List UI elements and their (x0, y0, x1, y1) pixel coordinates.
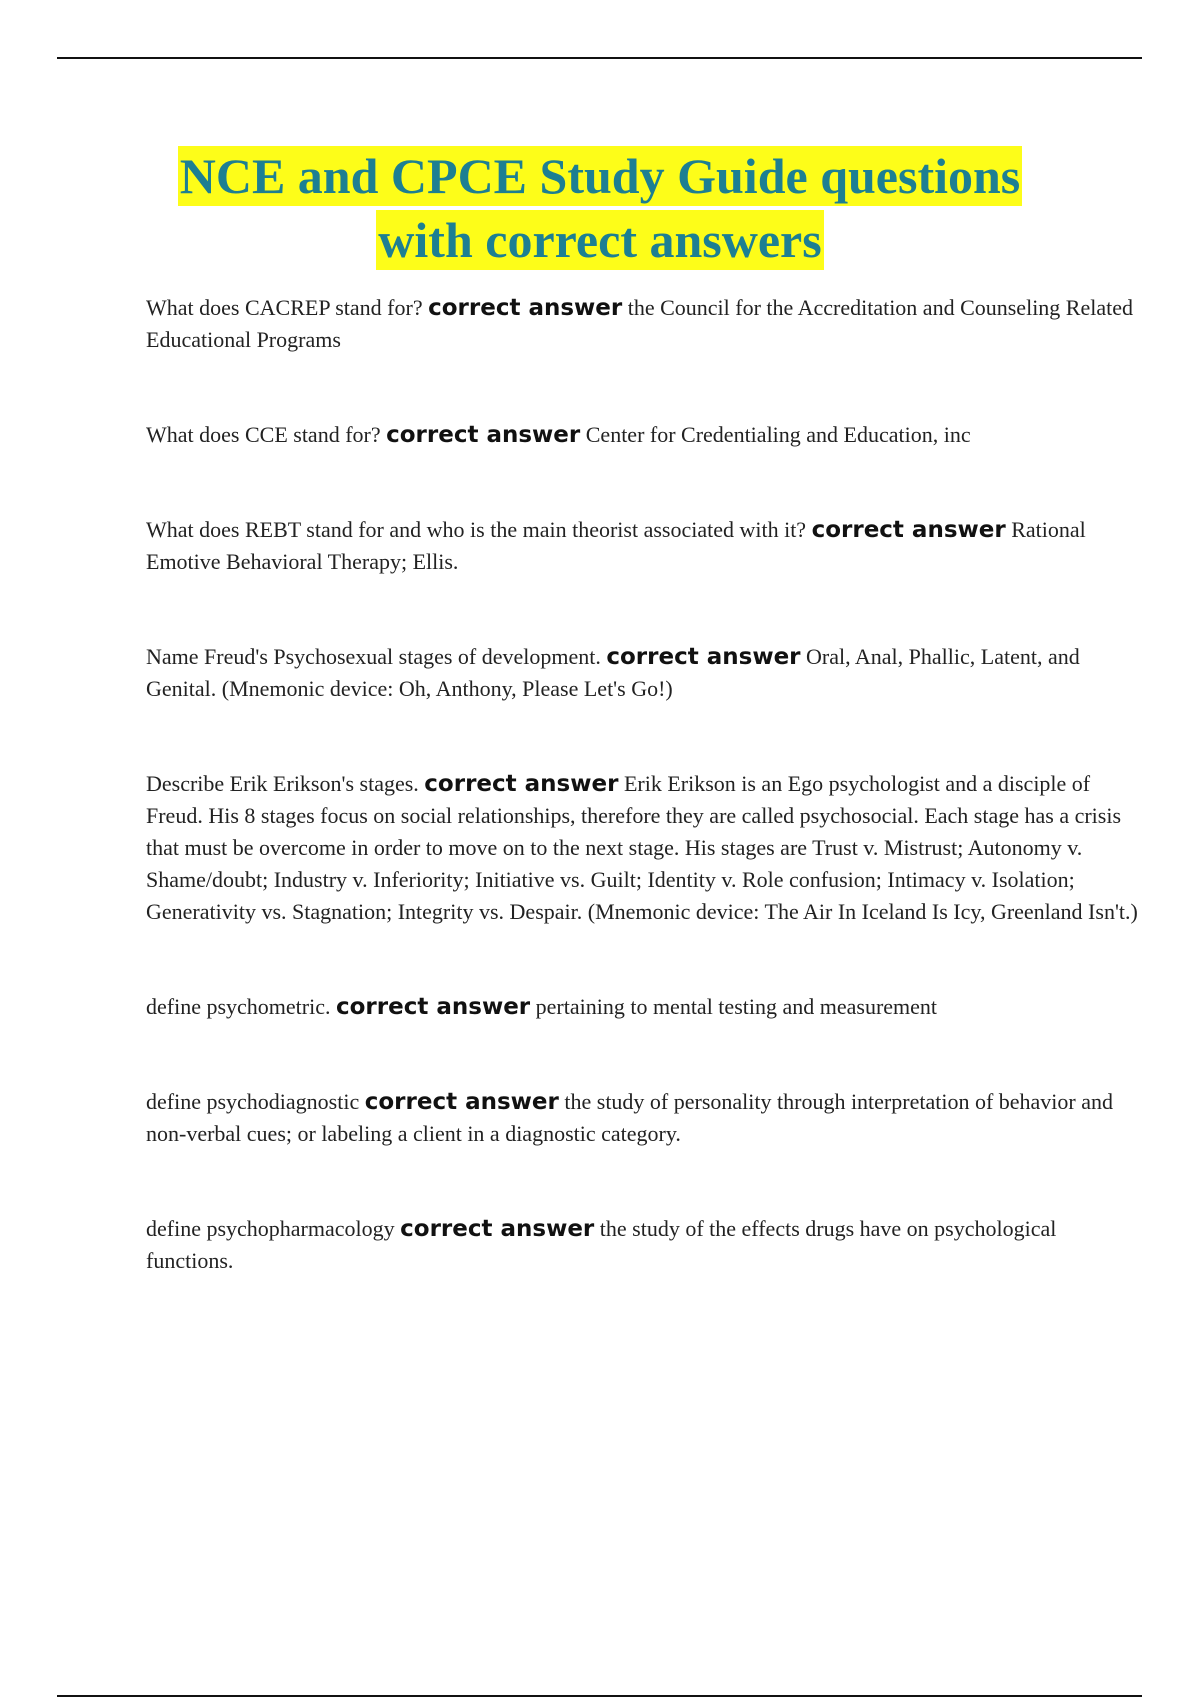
answer-text: the study of the effects drugs have on psychological functions. (146, 1216, 1057, 1273)
qa-item-psychopharmacology (146, 1213, 1146, 1277)
answer-marker: correct answer (364, 1089, 559, 1115)
answer-text: Rational Emotive Behavioral Therapy; Ellis. (146, 517, 1086, 574)
question-text: What does CACREP stand for? (146, 295, 423, 320)
answer-marker: correct answer (336, 994, 531, 1020)
question-text: What does CCE stand for? (146, 422, 381, 447)
qa-item-psychodiagnostic (146, 1086, 1146, 1150)
qa-item-rebt (146, 514, 1146, 578)
bottom-rule (57, 1695, 1142, 1697)
answer-marker: correct answer (811, 517, 1006, 543)
title-line-1: NCE and CPCE Study Guide questions (179, 148, 1021, 204)
question-text: define psychopharmacology (146, 1216, 395, 1241)
qa-item-erikson-stages (146, 768, 1146, 928)
qa-item-cce (146, 419, 1146, 451)
answer-text: the Council for the Accreditation and Counseling Related Educational Programs (146, 295, 1133, 352)
answer-marker: correct answer (606, 644, 801, 670)
question-text: What does REBT stand for and who is the main theorist associated with it? (146, 517, 807, 542)
answer-text: Erik Erikson is an Ego psychologist and a disciple of Freud. His 8 stages focus on social relationships, therefore they are called psychosocial. Each stage has a crisis that must be overcome in order to move on to the next stage. His stages are Trust v. Mistrust; Autonomy v. Shame/doubt; Industry v. Inferiority; Initiative vs. Guilt; Identity v. Role confusion; Intimacy v. Isolation; Generativity vs. Stagnation; Integrity vs. Despair. (Mnemonic device: The Air In Iceland Is Icy, Greenland Isn't.) (146, 771, 1138, 924)
answer-text: Oral, Anal, Phallic, Latent, and Genital. (Mnemonic device: Oh, Anthony, Please Let's Go!) (146, 644, 1080, 701)
top-rule (57, 57, 1142, 59)
answer-marker: correct answer (386, 422, 581, 448)
title-line-2: with correct answers (378, 212, 822, 268)
question-text: Describe Erik Erikson's stages. (146, 771, 419, 796)
question-text: define psychodiagnostic (146, 1089, 360, 1114)
answer-text: Center for Credentialing and Education, inc (585, 422, 971, 447)
answer-text: pertaining to mental testing and measurement (535, 994, 938, 1019)
answer-marker: correct answer (424, 771, 619, 797)
answer-marker: correct answer (400, 1216, 595, 1242)
question-text: Name Freud's Psychosexual stages of development. (146, 644, 601, 669)
question-text: define psychometric. (146, 994, 331, 1019)
qa-list (146, 292, 1146, 1340)
qa-item-cacrep (146, 292, 1146, 356)
document-title (0, 146, 1200, 274)
answer-marker: correct answer (428, 295, 623, 321)
qa-item-freud-stages (146, 641, 1146, 705)
answer-text: the study of personality through interpretation of behavior and non-verbal cues; or labeling a client in a diagnostic category. (146, 1089, 1114, 1146)
qa-item-psychometric (146, 991, 1146, 1023)
